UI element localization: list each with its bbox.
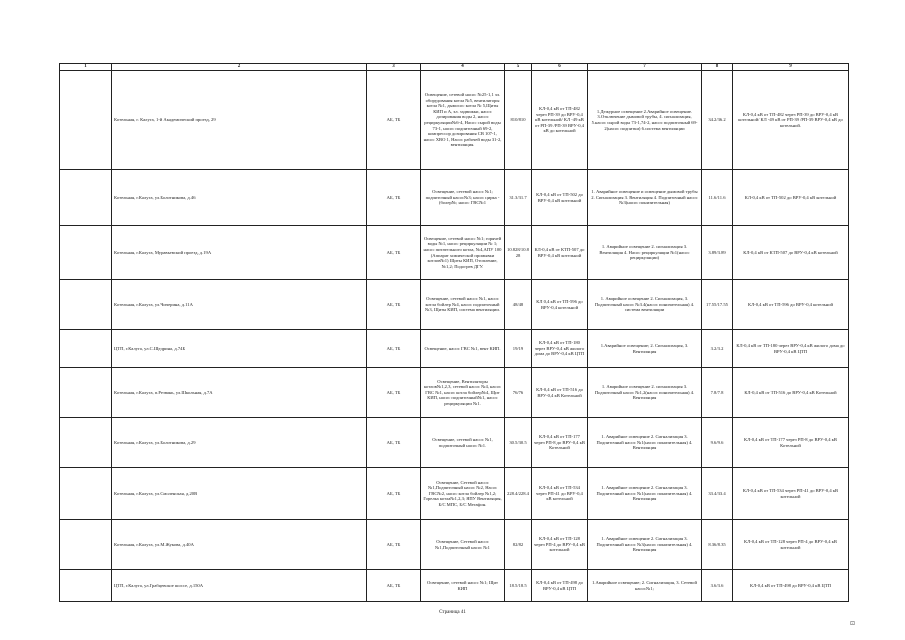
header-cell: 5 xyxy=(505,64,532,71)
cell-c5: 810/810 xyxy=(505,71,532,170)
cell-c6: КЛ-0,4 кВ от ТП-482 через РП-39 до ВРУ-0,4 кВ котельной/ КЛ -49 кВ от РП-39 /РП-39 ВРУ-0,4 кВ до котельной xyxy=(532,71,588,170)
table-row xyxy=(60,520,849,570)
cell-c7: 1. Аварийное освещение 2. сигнализация 3. Вентиляция 4. Насос рециркуляции №1(насос рециркуляции) xyxy=(588,226,702,280)
cell-c6: КЛ-0,4 кВ от ТП-534 через РП-41 до ВРУ-0,4 кВ котельной xyxy=(532,468,588,520)
cell-c5: 19/19 xyxy=(505,330,532,368)
cell-c9: КЛ-0,4 кВ от ТП-180 через ВРУ-0,4 кВ жилого дома до ВРУ-0,4 кВ ЦТП xyxy=(733,330,849,368)
cell-c6: КЛ-0,4 кВ от ТП-502 до ВРУ-0,4 кВ котельной xyxy=(532,170,588,226)
cell-c9: КЛ-0,4 кВ от ТП-482 через РП-39 до ВРУ-0,4 кВ котельной/ КЛ -49 кВ от РП-39 /РП-39 ВРУ-0,4 кВ до котельной. xyxy=(733,71,849,170)
cell-c8: 9.6/9.6 xyxy=(702,418,733,468)
header-cell: 4 xyxy=(421,64,505,71)
cell-c8: 3.89/3.89 xyxy=(702,226,733,280)
header-cell: 1 xyxy=(60,64,112,71)
cell-c5: 228.4/228.4 xyxy=(505,468,532,520)
cell-c4: Освещение, сетевой насос №1; подпиточный насос№3; насос цирка - (болер№; насос ГВС№1 xyxy=(421,170,505,226)
cell-c9: КЛ-0,4 кВ от КТП-507 до ВРУ-0,4 кВ котельной xyxy=(733,226,849,280)
header-cell: 7 xyxy=(588,64,702,71)
cell-c1 xyxy=(60,520,112,570)
cell-c5: 18.5/18.5 xyxy=(505,570,532,602)
cell-c6: КЛ-0,4 кВ от ТП-498 до ВРУ-0,4 кВ ЦТП xyxy=(532,570,588,602)
cell-c2: Котельная, г. Калуга, 1-й Академический проезд, 29 xyxy=(112,71,367,170)
cell-c6: КЛ-0,4 кВ от КТП-507 до ВРУ-0,4 кВ котельной xyxy=(532,226,588,280)
cell-c3: АБ, ТБ xyxy=(367,468,421,520)
cell-c2: ЦТП, г.Калуга, ул.С.Щедрина, д.74Б xyxy=(112,330,367,368)
cell-c7: 1. Аварийное освещение 2. Сигнализация 3. Подпиточный насос №1(насос понизительная) 4. Вентиляция xyxy=(588,468,702,520)
cell-c7: 1. Аварийное освещение 2. сигнализация 3. Подпиточный насос №1,2(насос понизительная) 4. Вентиляция xyxy=(588,368,702,418)
cell-c1 xyxy=(60,330,112,368)
table-header-row xyxy=(60,64,849,71)
cell-c9: КЛ-0,4 кВ от ТП-498 до ВРУ-0,4 кВ ЦТП xyxy=(733,570,849,602)
cell-c1 xyxy=(60,368,112,418)
cell-c2: ЦТП, г.Калуга, ул.Грабцевское шоссе, д.150А xyxy=(112,570,367,602)
cell-c3: АБ, ТБ xyxy=(367,71,421,170)
cell-c3: АБ, ТБ xyxy=(367,368,421,418)
cell-c7: 1. Аварийное освещение и освещение дымовой трубы 2. Сигнализация 3. Вентиляция 4. Подпиточный насос №3(насос понизительная) xyxy=(588,170,702,226)
cell-c3: АБ, ТБ xyxy=(367,418,421,468)
header-cell: 3 xyxy=(367,64,421,71)
cell-c2: Котельная, г.Калуга, ул.Болотникова, д.29 xyxy=(112,418,367,468)
header-cell: 6 xyxy=(532,64,588,71)
cell-c4: Освещение, сетевой насос №1, подпиточный насос №1. xyxy=(421,418,505,468)
cell-c4: Освещение, сетевой насос №25-1,1 эл. оборудования котла №5, вентиляторы котла №1, дымосос котла № 5,Щиты КИП и А, эл. задвижки, насос дозирования воды 2, насос рециркуляции№6-4, Насос сырой воды 73-1, насос подпиточный 69-2, компрессор дозирования СВ 107-1, насос ХВО 1, Насос рабочей воды 31-2, вентиляция. xyxy=(421,71,505,170)
cell-c3: АБ, ТБ xyxy=(367,330,421,368)
table-body xyxy=(60,64,849,602)
cell-c2: Котельная, г.Калуга, Муравьевский проезд, д.19А xyxy=(112,226,367,280)
cell-c2: Котельная, г.Калуга, ул.М.Жукова, д.40А xyxy=(112,520,367,570)
cell-c4: Освещение, сетевой насос №1; Щит КИП xyxy=(421,570,505,602)
table-row xyxy=(60,330,849,368)
cell-c6: КЛ 0,4 кВ от ТП-596 до ВРУ-0,4 котельной xyxy=(532,280,588,330)
cell-c2: Котельная, г.Калуга, ул.Смоленская, д.20В xyxy=(112,468,367,520)
cell-c6: КЛ-0,4 кВ от ТП-516 до ВРУ-0,4 кВ Котельной xyxy=(532,368,588,418)
table-row xyxy=(60,170,849,226)
cell-c4: Освещение, сетевой насос №1; горячей воды №1, насос рециркуляции № 1; насос питательного котла, №4,АПУ 100 (Аппарат химической промывки котлов№1) Щиты КИП, Отопление,№1,2; Подогрев ДГУ. xyxy=(421,226,505,280)
cell-c3: АБ, ТБ xyxy=(367,226,421,280)
cell-c1 xyxy=(60,570,112,602)
cell-c6: КЛ-0,4 кВ от ТП-128 через РП-4 до ВРУ-0,4 кВ котельной xyxy=(532,520,588,570)
cell-c8: 8.36/8.35 xyxy=(702,520,733,570)
cell-c7: 1.Дежурное освещение 2.Аварийное освещение. 3.Отключение дымовой трубы, 4. сигнализация, 5.насос сырой воды 73-1,74-2, насос подпиточный 69-2(насос подпитки) 6.система вентиляции xyxy=(588,71,702,170)
cell-c2: Котельная, г.Калуга, п.Резвань, ул.Школьная, д.7А xyxy=(112,368,367,418)
cell-c9: КЛ-0,4 кВ от ТП-128 через РП-4 до ВРУ-0,4 кВ котельной xyxy=(733,520,849,570)
cell-c7: 1. Аварийное освещение 2. Сигнализация 3. Подпиточный насос №3(насос понизительная) 4. Вентиляция xyxy=(588,520,702,570)
cell-c5: 30.5/30.5 xyxy=(505,418,532,468)
cell-c8: 7.8/7.8 xyxy=(702,368,733,418)
cell-c4: Освещение, Сетевой насос №1,Подпиточный насос №1 xyxy=(421,520,505,570)
cell-c2: Котельная, г.Калуга, ул.Чичерина, д.11А xyxy=(112,280,367,330)
corner-mark-icon: ⊡ xyxy=(850,621,856,627)
table-row xyxy=(60,570,849,602)
cell-c4: Освещение, насос ГВС №1, вент КИП. xyxy=(421,330,505,368)
cell-c8: 17.55/17.55 xyxy=(702,280,733,330)
cell-c8: 3.2/3.2 xyxy=(702,330,733,368)
cell-c1 xyxy=(60,226,112,280)
cell-c9: КЛ-0,4 кВ от ТП-177 через РП-8 до ВРУ-0,4 кВ Котельной xyxy=(733,418,849,468)
cell-c7: 1. Аварийное освещение 2. Сигнализация 3. Подпиточный насос №1(насос понизительная) 4. Вентиляция xyxy=(588,418,702,468)
cell-c7: 1.Аварийное освещение; 2. Сигнализация, 3. Вентиляция xyxy=(588,330,702,368)
data-table xyxy=(59,63,849,602)
cell-c4: Освещение, Сетевой насос №1,Подпиточный насос №2, Насос ГВС№2, насос котла бойлер №1,2; Горелка котла№1,2,3; ЯПУ Вентиляция, Б/С МПС, Б/С Мегафон. xyxy=(421,468,505,520)
cell-c3: АБ, ТБ xyxy=(367,280,421,330)
cell-c1 xyxy=(60,468,112,520)
cell-c4: Освещение, сетевой насос №1, насос котла бойлер №4, насос подпиточный №3, Щиты КИП, система вентиляции. xyxy=(421,280,505,330)
cell-c8: 34.2/36.2 xyxy=(702,71,733,170)
cell-c6: КЛ-0,4 кВ от ТП-177 через РП-8 до ВРУ-0,4 кВ Котельной xyxy=(532,418,588,468)
cell-c7: 1.Аварийное освещение; 2. Сигнализация, 3. Сетевой насос№1; xyxy=(588,570,702,602)
cell-c4: Освещение, Вентиляторы котлов№1,2,3, сетевой насос №4, насос ГВС №1, насос котла бойлер№4, Щит КИП, насос подпиточный№1, насос рециркуляции №1. xyxy=(421,368,505,418)
cell-c2: Котельная, г.Калуга, ул.Болотникова, д.46 xyxy=(112,170,367,226)
cell-c6: КЛ-0,4 кВ от ТП-180 через ВРУ-0,4 кВ жилого дома до ВРУ-0,4 кВ ЦТП xyxy=(532,330,588,368)
table-row xyxy=(60,226,849,280)
cell-c7: 1. Аварийное освещение 2. Сигнализация, 3. Подпиточный насос №3.4(насос понизительная) 4. система вентиляции xyxy=(588,280,702,330)
cell-c9: КЛ-0,4 кВ от ТП-534 через РП-41 до ВРУ-0,4 кВ котельной xyxy=(733,468,849,520)
table-row xyxy=(60,368,849,418)
cell-c3: АБ, ТБ xyxy=(367,520,421,570)
table-row xyxy=(60,418,849,468)
cell-c1 xyxy=(60,418,112,468)
table-row xyxy=(60,71,849,170)
cell-c8: 3.6/3.6 xyxy=(702,570,733,602)
header-cell: 9 xyxy=(733,64,849,71)
cell-c5: 82/82 xyxy=(505,520,532,570)
cell-c5: 76/76 xyxy=(505,368,532,418)
cell-c3: АБ, ТБ xyxy=(367,170,421,226)
cell-c9: КЛ-0,4 кВ от ТП-516 до ВРУ-0,4 кВ Котельной xyxy=(733,368,849,418)
cell-c1 xyxy=(60,170,112,226)
cell-c9: КЛ-0,4 кВ от ТП-596 до ВРУ-0,4 котельной xyxy=(733,280,849,330)
page-number: Страница 41 xyxy=(439,610,466,615)
cell-c5: 31.3/31.7 xyxy=(505,170,532,226)
cell-c5: 10.828/10.828 xyxy=(505,226,532,280)
cell-c3: АБ, ТБ xyxy=(367,570,421,602)
header-cell: 8 xyxy=(702,64,733,71)
cell-c8: 11.6/11.6 xyxy=(702,170,733,226)
header-cell: 2 xyxy=(112,64,367,71)
table-row xyxy=(60,468,849,520)
cell-c1 xyxy=(60,71,112,170)
cell-c9: КЛ-0,4 кВ от ТП-502 до ВРУ-0,4 кВ котельной xyxy=(733,170,849,226)
cell-c5: 48/48 xyxy=(505,280,532,330)
cell-c8: 33.4/33.4 xyxy=(702,468,733,520)
cell-c1 xyxy=(60,280,112,330)
table-row xyxy=(60,280,849,330)
